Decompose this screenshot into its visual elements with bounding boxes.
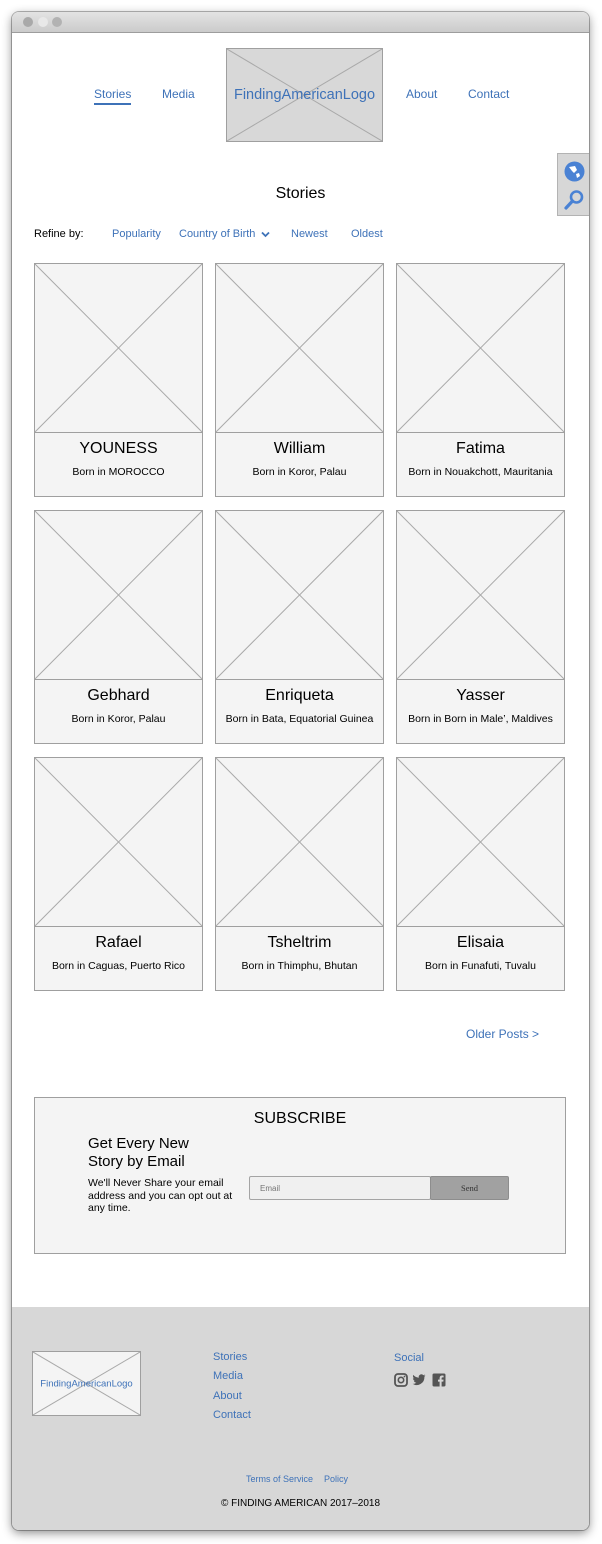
story-image[interactable] <box>216 511 383 680</box>
story-image[interactable] <box>216 758 383 927</box>
filter-country-label: Country of Birth <box>179 228 256 240</box>
logo-text: FindingAmericanLogo <box>233 87 376 103</box>
nav-stories-link[interactable]: Stories <box>94 87 131 105</box>
story-card[interactable] <box>396 757 565 991</box>
story-card[interactable] <box>215 510 384 744</box>
story-birthplace: Born in Nouakchott, Mauritania <box>408 466 553 478</box>
story-name[interactable]: YOUNESS <box>79 440 158 457</box>
story-card[interactable] <box>34 263 203 497</box>
story-card[interactable] <box>215 263 384 497</box>
nav-contact-link[interactable]: Contact <box>468 87 510 101</box>
instagram-icon[interactable] <box>394 1373 408 1387</box>
subscribe-headline: Get Every New Story by Email <box>88 1135 189 1170</box>
story-name[interactable]: Elisaia <box>456 934 505 951</box>
twitter-icon[interactable] <box>412 1373 426 1387</box>
story-name[interactable]: Fatima <box>456 440 505 457</box>
footer-logo-text: FindingAmericanLogo <box>40 1378 133 1389</box>
footer-logo[interactable] <box>32 1351 141 1416</box>
footer-link-media[interactable]: Media <box>213 1370 243 1382</box>
terms-of-service-link[interactable]: Terms of Service <box>246 1474 314 1484</box>
subscribe-title: SUBSCRIBE <box>253 1110 347 1127</box>
minimize-window-button[interactable] <box>38 17 48 27</box>
story-birthplace: Born in Bata, Equatorial Guinea <box>225 713 374 725</box>
filter-newest[interactable]: Newest <box>291 228 328 240</box>
maximize-window-button[interactable] <box>52 17 62 27</box>
close-window-button[interactable] <box>23 17 33 27</box>
story-name[interactable]: Enriqueta <box>265 687 334 704</box>
story-name[interactable]: Gebhard <box>87 687 150 704</box>
story-name[interactable]: Rafael <box>95 934 142 951</box>
globe-icon[interactable] <box>564 161 585 182</box>
story-birthplace: Born in Thimphu, Bhutan <box>241 960 358 972</box>
refine-by-label: Refine by: <box>34 228 84 240</box>
copyright-text: © FINDING AMERICAN 2017–2018 <box>220 1498 381 1509</box>
policy-link[interactable]: Policy <box>324 1474 349 1484</box>
facebook-icon[interactable] <box>432 1373 446 1387</box>
story-birthplace: Born in Koror, Palau <box>71 713 166 725</box>
social-label: Social <box>394 1352 424 1364</box>
story-card[interactable] <box>34 757 203 991</box>
story-image[interactable] <box>397 758 564 927</box>
footer-link-stories[interactable]: Stories <box>213 1351 248 1363</box>
story-name[interactable]: Tsheltrim <box>267 934 332 951</box>
filter-country-of-birth[interactable] <box>179 228 270 240</box>
chevron-down-icon <box>261 231 270 238</box>
story-birthplace: Born in MOROCCO <box>72 466 165 478</box>
header-logo[interactable] <box>226 48 383 142</box>
footer <box>12 1307 589 1530</box>
subscribe-panel <box>34 1097 566 1254</box>
footer-link-about[interactable]: About <box>213 1390 242 1402</box>
story-card[interactable] <box>396 510 565 744</box>
email-input[interactable] <box>249 1176 431 1200</box>
title-bar <box>12 12 589 33</box>
footer-link-contact[interactable]: Contact <box>213 1409 251 1421</box>
story-image[interactable] <box>397 264 564 433</box>
page-title: Stories <box>275 185 326 202</box>
story-name[interactable]: William <box>273 440 326 457</box>
subscribe-privacy-note: We'll Never Share your email address and you can opt out at any time. <box>88 1177 233 1214</box>
story-image[interactable] <box>35 758 202 927</box>
nav-about-link[interactable]: About <box>406 87 438 101</box>
send-button[interactable]: Send <box>430 1176 509 1200</box>
story-image[interactable] <box>35 264 202 433</box>
story-birthplace: Born in Caguas, Puerto Rico <box>51 960 186 972</box>
story-card[interactable] <box>396 263 565 497</box>
story-image[interactable] <box>35 511 202 680</box>
story-birthplace: Born in Funafuti, Tuvalu <box>425 960 536 972</box>
story-card[interactable] <box>215 757 384 991</box>
story-image[interactable] <box>397 511 564 680</box>
filter-oldest[interactable]: Oldest <box>351 228 383 240</box>
story-birthplace: Born in Koror, Palau <box>252 466 347 478</box>
nav-media-link[interactable]: Media <box>162 87 195 101</box>
filter-popularity[interactable]: Popularity <box>112 228 161 240</box>
story-image[interactable] <box>216 264 383 433</box>
story-card[interactable] <box>34 510 203 744</box>
story-name[interactable]: Yasser <box>456 687 505 704</box>
story-birthplace: Born in Born in Male’, Maldives <box>408 713 553 725</box>
older-posts-link[interactable]: Older Posts > <box>466 1027 540 1041</box>
browser-window <box>12 12 589 1530</box>
